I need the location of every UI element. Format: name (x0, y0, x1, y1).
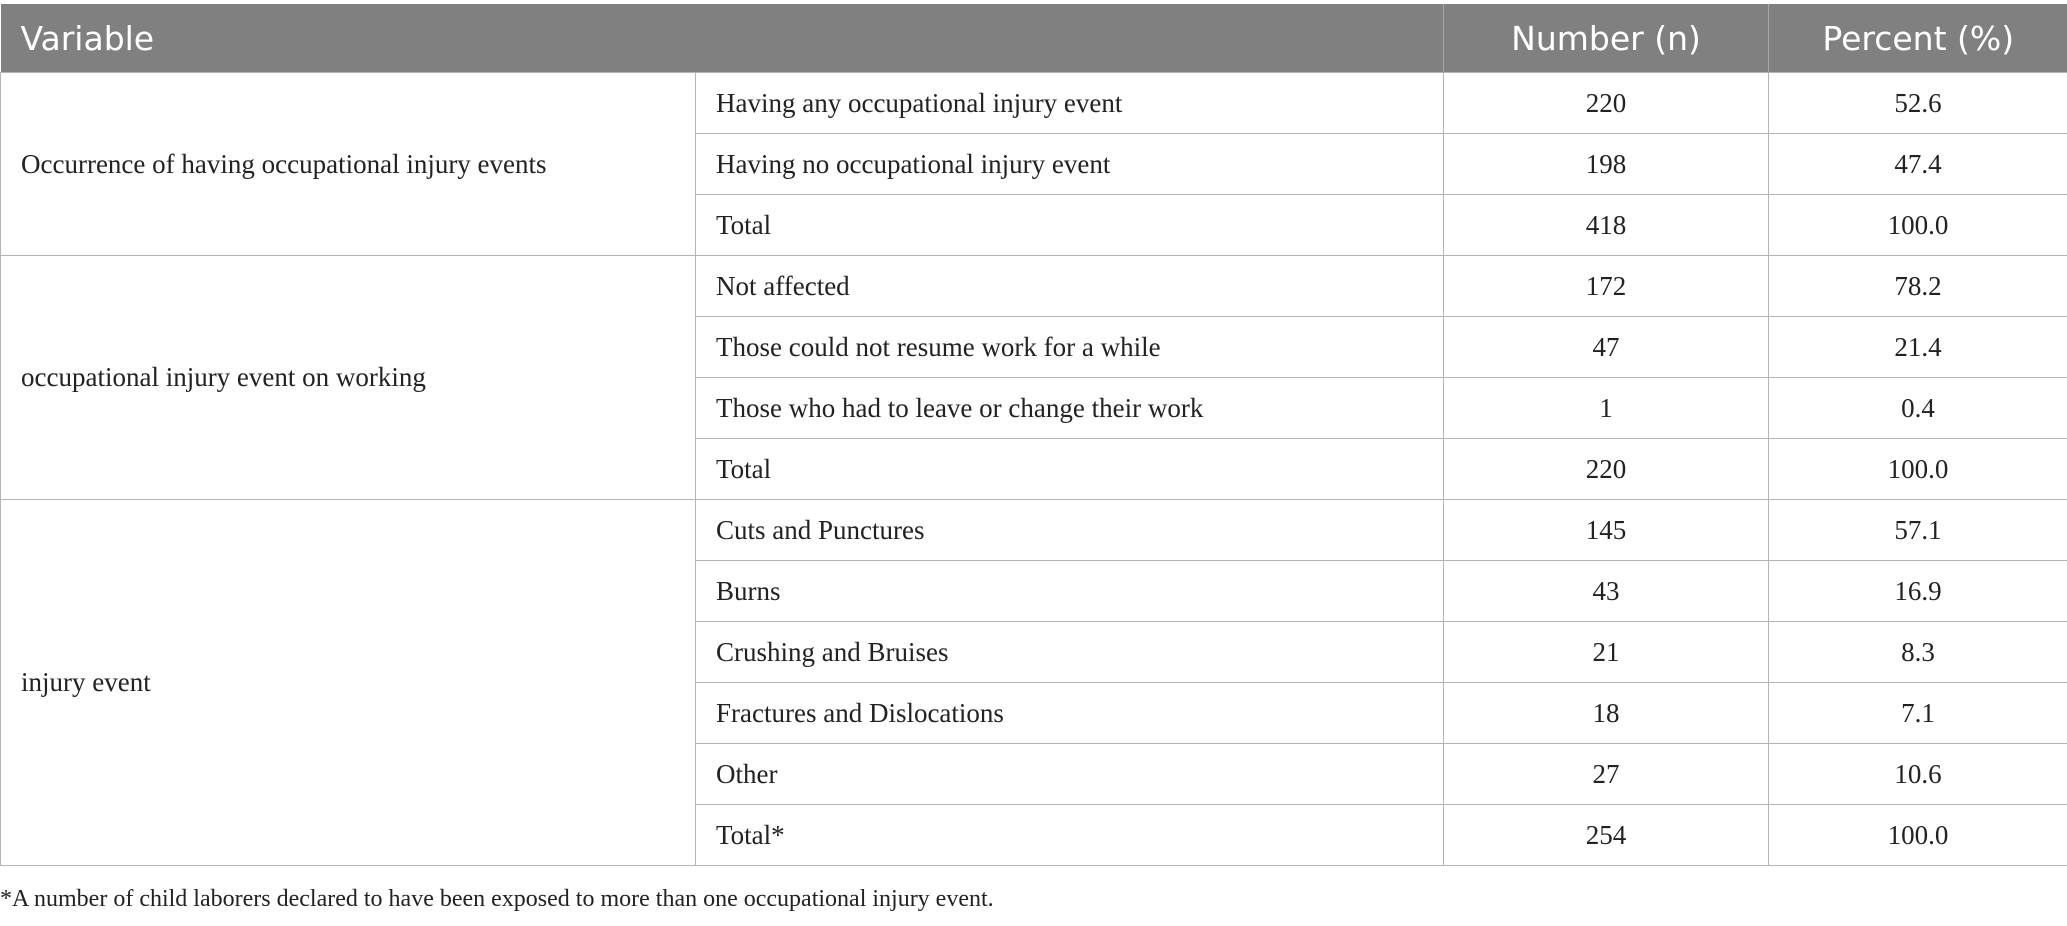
row-item-label: Crushing and Bruises (696, 622, 1444, 683)
row-number-value: 198 (1444, 134, 1769, 195)
row-percent-value: 47.4 (1769, 134, 2067, 195)
table-row (1, 256, 2067, 317)
row-item-label: Total (696, 439, 1444, 500)
injury-table-container (0, 4, 2067, 866)
row-number-value: 27 (1444, 744, 1769, 805)
row-percent-value: 78.2 (1769, 256, 2067, 317)
row-item-label: Cuts and Punctures (696, 500, 1444, 561)
header-percent: Percent (%) (1769, 4, 2067, 73)
row-percent-value: 57.1 (1769, 500, 2067, 561)
row-percent-value: 52.6 (1769, 73, 2067, 134)
row-number-value: 21 (1444, 622, 1769, 683)
row-percent-value: 7.1 (1769, 683, 2067, 744)
row-item-label: Total (696, 195, 1444, 256)
row-percent-value: 100.0 (1769, 439, 2067, 500)
row-item-label: Not affected (696, 256, 1444, 317)
row-number-value: 47 (1444, 317, 1769, 378)
row-item-label: Burns (696, 561, 1444, 622)
row-percent-value: 16.9 (1769, 561, 2067, 622)
row-percent-value: 8.3 (1769, 622, 2067, 683)
header-row (1, 4, 2067, 73)
row-number-value: 254 (1444, 805, 1769, 866)
table-header (1, 4, 2067, 73)
table-row (1, 73, 2067, 134)
row-item-label: Having no occupational injury event (696, 134, 1444, 195)
row-number-value: 145 (1444, 500, 1769, 561)
row-number-value: 220 (1444, 73, 1769, 134)
row-item-label: Fractures and Dislocations (696, 683, 1444, 744)
row-number-value: 18 (1444, 683, 1769, 744)
group-label: Occurrence of having occupational injury events (1, 73, 696, 256)
row-item-label: Total* (696, 805, 1444, 866)
row-item-label: Those who had to leave or change their work (696, 378, 1444, 439)
row-item-label: Other (696, 744, 1444, 805)
occupational-injury-table (0, 4, 2067, 866)
row-percent-value: 21.4 (1769, 317, 2067, 378)
row-number-value: 172 (1444, 256, 1769, 317)
table-footnote: *A number of child laborers declared to have been exposed to more than one occupational injury event. (0, 886, 994, 912)
group-label: occupational injury event on working (1, 256, 696, 500)
row-item-label: Having any occupational injury event (696, 73, 1444, 134)
row-number-value: 418 (1444, 195, 1769, 256)
row-number-value: 220 (1444, 439, 1769, 500)
row-number-value: 1 (1444, 378, 1769, 439)
table-row (1, 500, 2067, 561)
row-percent-value: 100.0 (1769, 805, 2067, 866)
header-variable: Variable (1, 4, 1444, 73)
row-percent-value: 0.4 (1769, 378, 2067, 439)
row-item-label: Those could not resume work for a while (696, 317, 1444, 378)
row-percent-value: 100.0 (1769, 195, 2067, 256)
group-label: injury event (1, 500, 696, 866)
row-percent-value: 10.6 (1769, 744, 2067, 805)
row-number-value: 43 (1444, 561, 1769, 622)
table-body (1, 73, 2067, 866)
header-number: Number (n) (1444, 4, 1769, 73)
